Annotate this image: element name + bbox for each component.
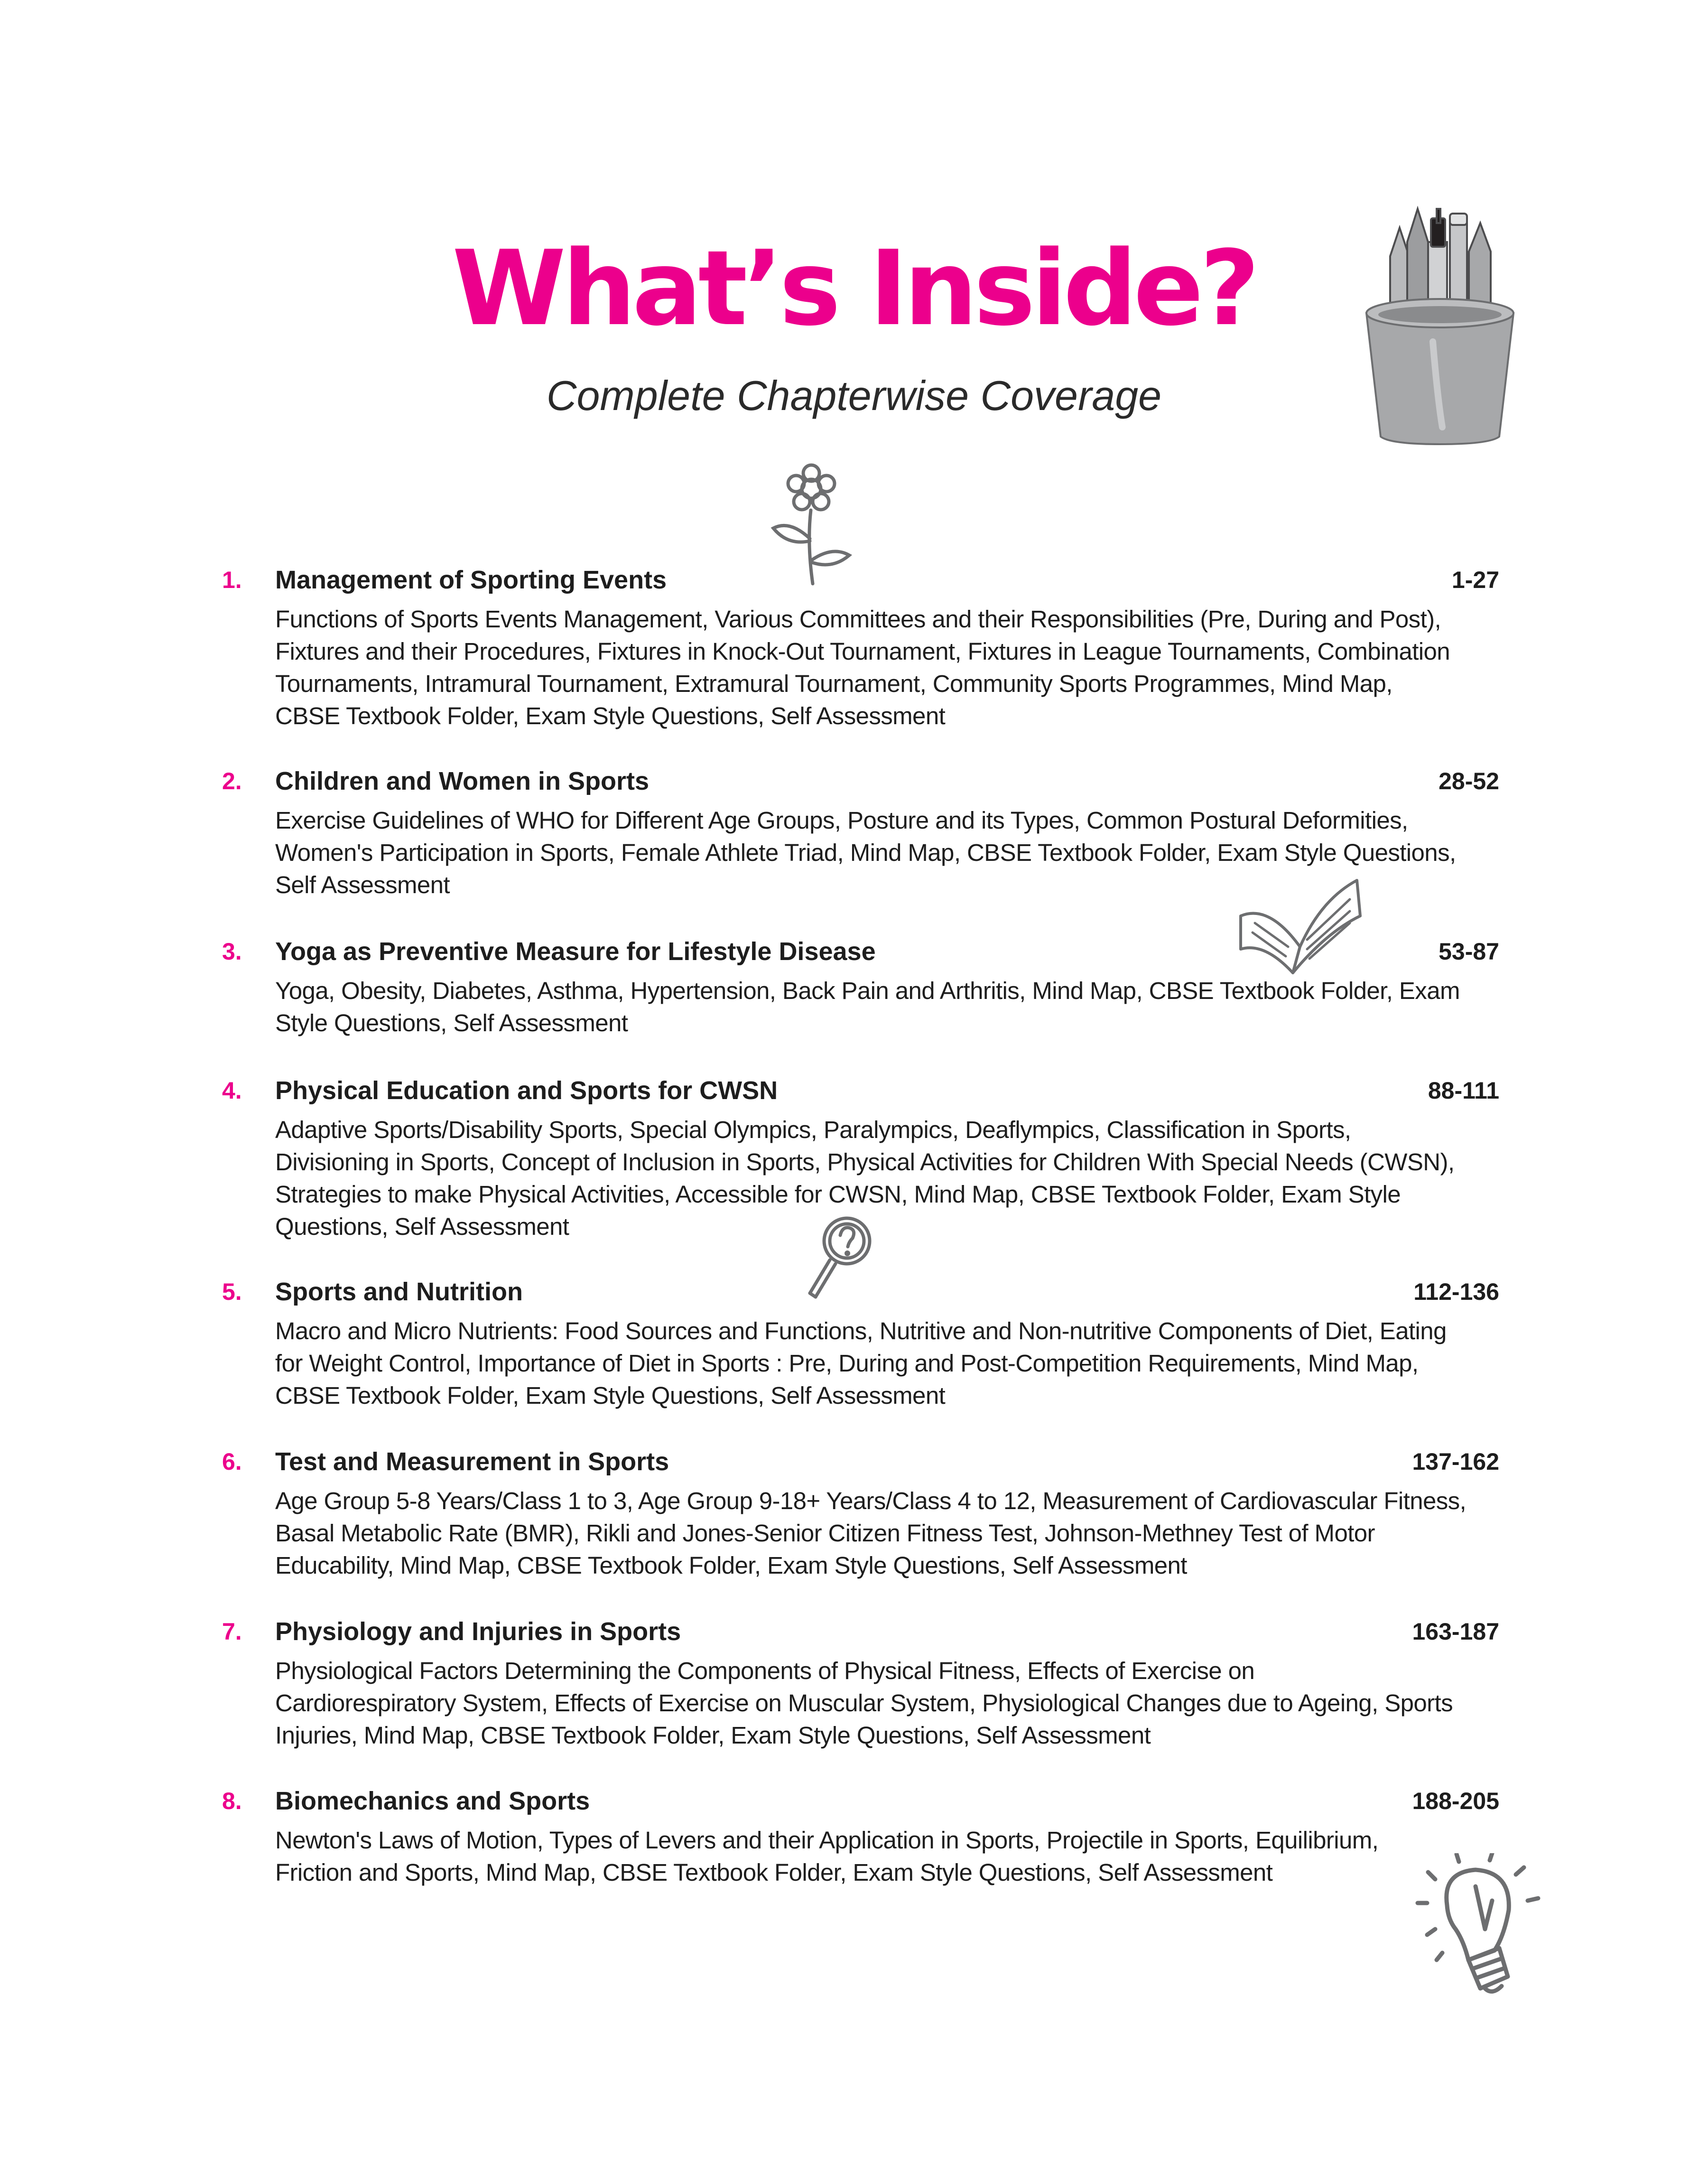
chapter-description-line: Women's Participation in Sports, Female Athlete Triad, Mind Map, CBSE Textbook Folder, Exam Style Questions,	[275, 839, 1456, 866]
chapter-description-line: for Weight Control, Importance of Diet in Sports : Pre, During and Post-Competition Requirements, Mind Map,	[275, 1350, 1419, 1377]
chapter-page-range: 53-87	[1439, 938, 1499, 965]
chapter-title: Children and Women in Sports	[275, 767, 650, 795]
chapter-description-line: Questions, Self Assessment	[275, 1213, 569, 1240]
chapter-title: Biomechanics and Sports	[275, 1787, 590, 1815]
pencil-cup-icon	[1362, 199, 1518, 446]
chapter-description-line: Strategies to make Physical Activities, Accessible for CWSN, Mind Map, CBSE Textbook Folder, Exam Style	[275, 1181, 1401, 1208]
chapter-description-line: Functions of Sports Events Management, Various Committees and their Responsibilities (Pre, During and Post),	[275, 606, 1441, 633]
chapter-page-range: 137-162	[1412, 1448, 1499, 1475]
chapter-description-line: Adaptive Sports/Disability Sports, Special Olympics, Paralympics, Deaflympics, Classification in Sports,	[275, 1116, 1351, 1143]
chapter-description-line: CBSE Textbook Folder, Exam Style Questions, Self Assessment	[275, 1382, 946, 1409]
chapter-page-range: 163-187	[1412, 1618, 1499, 1645]
chapter-description-line: Basal Metabolic Rate (BMR), Rikli and Jones-Senior Citizen Fitness Test, Johnson-Methney Test of Motor	[275, 1520, 1375, 1547]
chapter-description-line: Divisioning in Sports, Concept of Inclusion in Sports, Physical Activities for Children With Special Needs (CWSN),	[275, 1148, 1455, 1175]
chapter-description-line: Fixtures and their Procedures, Fixtures in Knock-Out Tournament, Fixtures in League Tournaments, Combination	[275, 638, 1450, 665]
chapter-description	[275, 1315, 1528, 1412]
chapter-description-line: Yoga, Obesity, Diabetes, Asthma, Hypertension, Back Pain and Arthritis, Mind Map, CBSE Textbook Folder, Exam	[275, 977, 1460, 1004]
chapter-description	[275, 975, 1528, 1039]
chapter-description	[275, 804, 1528, 901]
chapter-description	[275, 1824, 1528, 1889]
chapter-description-line: Tournaments, Intramural Tournament, Extramural Tournament, Community Sports Programmes, Mind Map,	[275, 670, 1392, 697]
chapter-number: 7.	[222, 1618, 242, 1645]
chapter-number: 5.	[222, 1278, 242, 1305]
chapter-description	[275, 1655, 1528, 1752]
chapter-title: Yoga as Preventive Measure for Lifestyle Disease	[275, 937, 876, 966]
chapter-description-line: CBSE Textbook Folder, Exam Style Questions, Self Assessment	[275, 702, 946, 729]
chapter-description	[275, 1114, 1528, 1243]
chapter-description	[275, 603, 1528, 732]
chapter-description-line: Exercise Guidelines of WHO for Different Age Groups, Posture and its Types, Common Postural Deformities,	[275, 807, 1408, 834]
chapter-description-line: Cardiorespiratory System, Effects of Exercise on Muscular System, Physiological Changes due to Ageing, Sports	[275, 1689, 1453, 1717]
chapter-title: Physiology and Injuries in Sports	[275, 1617, 681, 1646]
chapter-description-line: Macro and Micro Nutrients: Food Sources and Functions, Nutritive and Non-nutritive Components of Diet, Eating	[275, 1317, 1447, 1344]
chapter-page-range: 188-205	[1412, 1788, 1499, 1814]
chapter-page-range: 88-111	[1428, 1077, 1499, 1104]
chapter-number: 2.	[222, 768, 242, 794]
chapter-description-line: Educability, Mind Map, CBSE Textbook Folder, Exam Style Questions, Self Assessment	[275, 1552, 1187, 1579]
chapter-description-line: Style Questions, Self Assessment	[275, 1009, 628, 1036]
chapter-number: 3.	[222, 938, 242, 965]
chapter-description-line: Self Assessment	[275, 871, 450, 898]
chapter-number: 8.	[222, 1788, 242, 1814]
chapter-page-range: 1-27	[1451, 567, 1499, 593]
page-title: What’s Inside?	[452, 229, 1256, 349]
chapter-title: Sports and Nutrition	[275, 1278, 523, 1306]
chapter-description-line: Friction and Sports, Mind Map, CBSE Textbook Folder, Exam Style Questions, Self Assessment	[275, 1859, 1273, 1886]
chapter-page-range: 112-136	[1413, 1278, 1499, 1305]
chapter-number: 1.	[222, 567, 242, 593]
chapter-description-line: Age Group 5-8 Years/Class 1 to 3, Age Group 9-18+ Years/Class 4 to 12, Measurement of Cardiovascular Fitness,	[275, 1487, 1467, 1514]
chapter-number: 4.	[222, 1077, 242, 1104]
page-subtitle: Complete Chapterwise Coverage	[546, 372, 1162, 419]
chapter-title: Management of Sporting Events	[275, 566, 667, 594]
chapter-title: Physical Education and Sports for CWSN	[275, 1076, 778, 1105]
chapter-description	[275, 1485, 1528, 1582]
flower-icon	[761, 463, 861, 591]
chapter-title: Test and Measurement in Sports	[275, 1447, 669, 1476]
chapter-page-range: 28-52	[1439, 768, 1499, 794]
chapter-description-line: Injuries, Mind Map, CBSE Textbook Folder, Exam Style Questions, Self Assessment	[275, 1722, 1151, 1749]
chapter-description-line: Newton's Laws of Motion, Types of Levers and their Application in Sports, Projectile in Sports, Equilibrium,	[275, 1827, 1379, 1854]
chapter-description-line: Physiological Factors Determining the Components of Physical Fitness, Effects of Exercise on	[275, 1657, 1255, 1684]
chapter-number: 6.	[222, 1448, 242, 1475]
